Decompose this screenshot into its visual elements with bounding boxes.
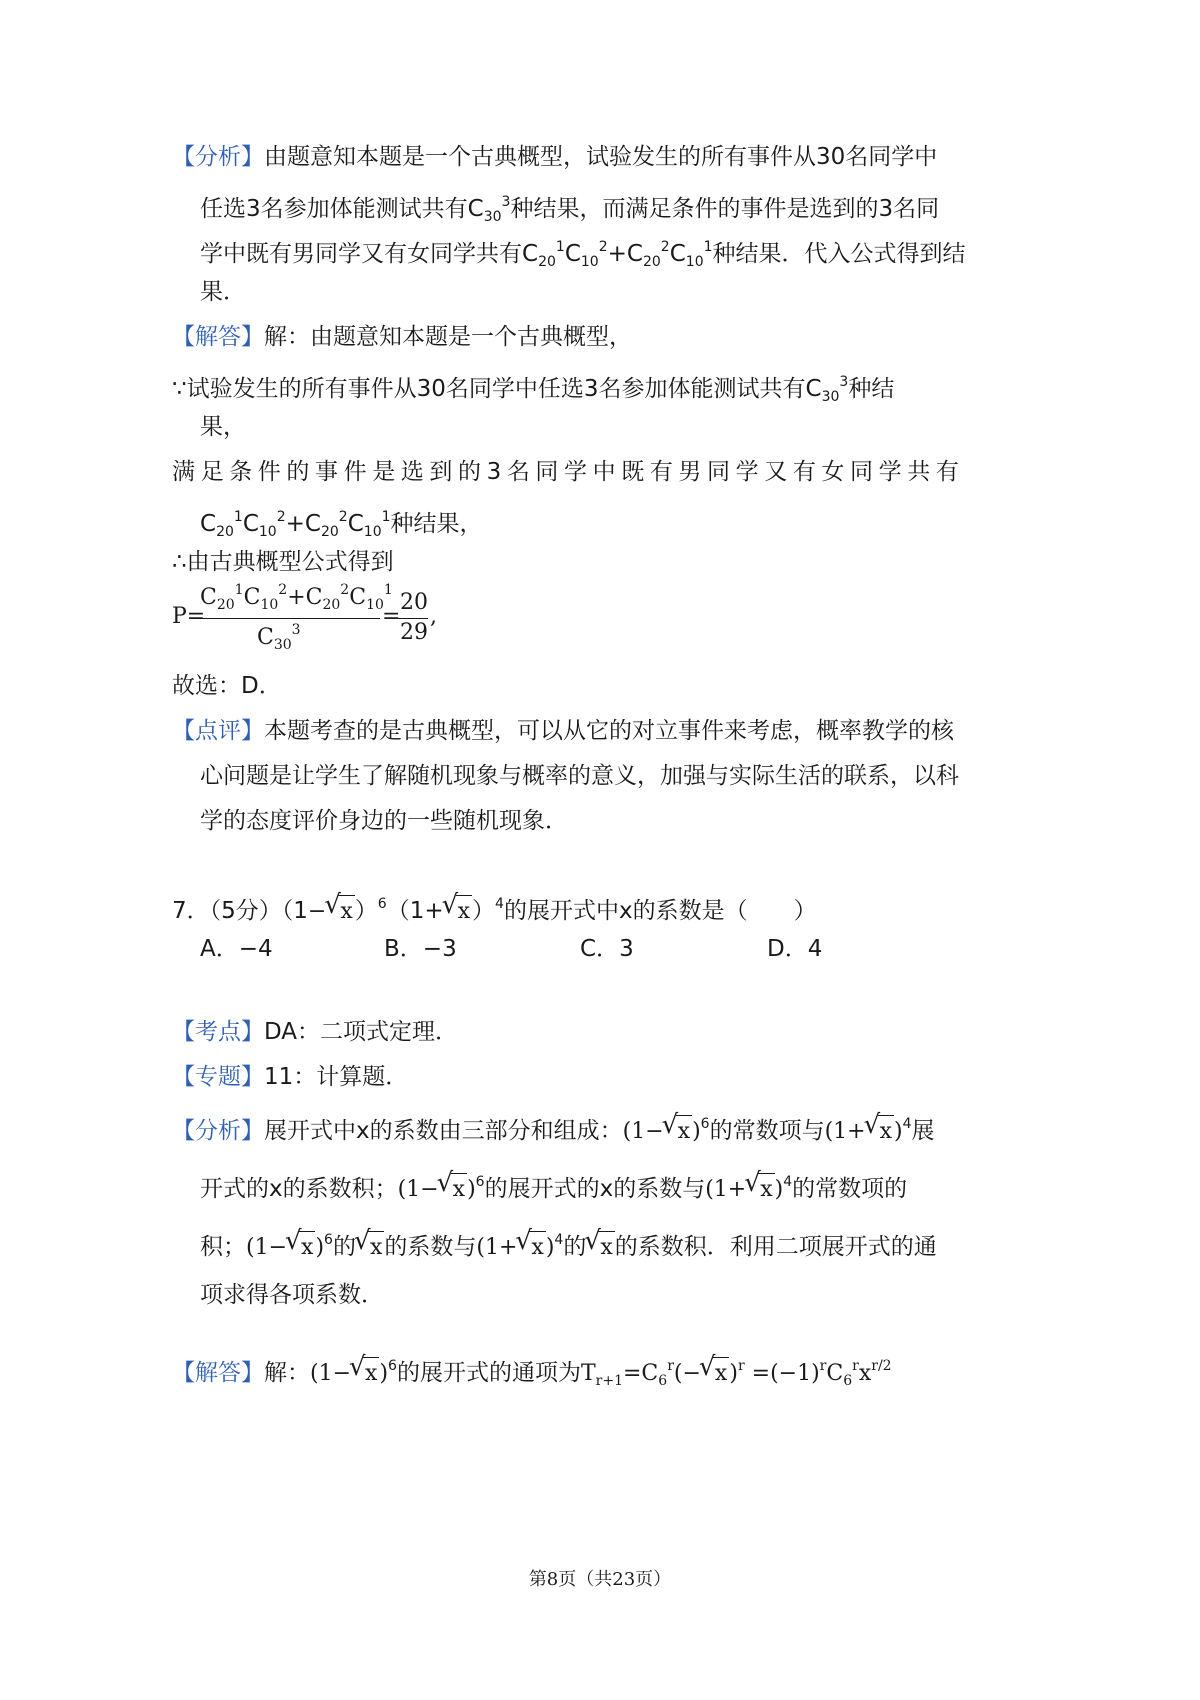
analysis-text-1: 由题意知本题是一个古典概型，试验发生的所有事件从30名同学中 [264,144,938,170]
comment-text-1: 本题考查的是古典概型，可以从它的对立事件来考虑，概率教学的核 [264,718,954,744]
answer-text-1: 解：由题意知本题是一个古典概型， [264,324,632,350]
analysis-tag: 【分析】 [172,144,264,170]
formula-result-den: 29 [400,620,428,645]
q7-analysis-text-1a: 展开式中x的系数由三部分和组成： [264,1118,623,1144]
because-text-1a: ∵试验发生的所有事件从30名同学中任选3名参加体能测试共有C [172,376,822,402]
option-a[interactable]: A．−4 [200,936,273,962]
formula-result-bar [398,618,428,619]
analysis-line-1 [172,141,937,173]
therefore-line [172,546,394,578]
formula-tail: , [430,604,437,629]
q7-analysis-line-4 [200,1279,384,1311]
q7-analysis-line-2: 开式的x的系数积；(1−√ x)$^6$的展开式的x的系数与(1+√ x)$^4$的常数项的 [200,1166,907,1206]
question-stem-tail: 的展开式中x的系数是（ ） [503,898,817,924]
comment-line-1 [172,715,954,747]
q7-analysis-text-1c: 展 [911,1118,935,1144]
q7-analysis-text-3b: 的 [332,1234,356,1260]
comment-line-2 [200,760,959,792]
q7-answer-line: 【解答】解：(1−√ x)$^6$的展开式的通项为$T_{r+1}=C_6^r(-√$ $x)^r =(-1)^rC_6^rx^{r/2}$ [172,1350,892,1397]
satisfy-text-2b: 种结果， [390,511,483,537]
choice-line [172,670,282,702]
option-d-value: 4 [807,936,823,962]
q7-analysis-text-3e: 的系数积．利用二项展开式的通 [614,1234,937,1260]
option-a-value: 4 [258,936,273,962]
document-page: 【分析】由题意知本题是一个古典概型，试验发生的所有事件从30名同学中 任选3名参加体能测试共有$C_{30}^3$种结果，而满足条件的事件是选到的3名同 学中既有男同学又有女同学共有$C_{20}^1C_{10}^2+C_{20}^2C_{10}^1$种结果．代入公式得到结 果． 【解答】解：由题意知本题是一个古典概型， ∵试验发生的所有事件从30名同学中任选3名参加体能测试共有$C_{30}^3$种结 果， 满足条件的事件是选到的3名同学中既有男同学又有女同学共有 $C_{20}^1C_{10}^2+C_{20}^2C_{10}^1$种结果， ∴由古典概型公式得到 P= $C_{20}^1C_{10}^2+C_{20}^2C_{10}^1$ $C_{30}^3$ = 20 29 , 故选：D． 【点评】本题考查的是古典概型，可以从它的对立事件来考虑，概率教学的核 心问题是让学生了解随机现象与概率的意义，加强与实际生活的联系，以科 学的态度评价身边的一些随机现象． 7．（5分）（1−√ x）$^6$（1+√ x）$^4$的展开式中x的系数是（ ） A．−4 B．−3 C．3 D．4 【考点】DA：二项式定理． 【专题】11：计算题． 【分析】展开式中x的系数由三部分和组成：(1−√ x)$^6$的常数项与(1+√ x)$^4$展 开式的x的系数积；(1−√ x)$^6$的展开式的x的系数与(1+√ x)$^4$的常数项的 积；(1−√ x)$^6$的√ x的系数与(1+√ x)$^4$的√ x的系数积．利用二项展开式的通 项求得各项系数． 【解答】解：(1−√ x)$^6$的展开式的通项为$T_{r+1}=C_6^r(-√$ $x)^r =(-1)^rC_6^rx^{r/2}$ 第8页（共23页） [0,0,1200,1700]
question-score: （5分） [209,898,282,924]
q7-answer-tag: 【解答】 [172,1360,264,1386]
option-d-label: D． [767,936,808,962]
option-b-value: 3 [442,936,457,962]
question-7-stem: 7．（5分）（1−√ x）$^6$（1+√ x）$^4$的展开式中x的系数是（ ） [172,888,817,928]
q7-analysis-line-3: 积；(1−√ x)$^6$的√ x的系数与(1+√ x)$^4$的√ x的系数积．利用二项展开式的通 [200,1224,937,1264]
formula-fraction-bar [200,618,380,619]
because-line-1: ∵试验发生的所有事件从30名同学中任选3名参加体能测试共有$C_{30}^3$种结 [172,374,895,405]
q7-analysis-text-3d: 的 [563,1234,587,1260]
answer-line-1 [172,321,632,353]
satisfy-line-1 [172,456,964,488]
analysis-text-2b: 种结果，而满足条件的事件是选到的3名同 [510,196,940,222]
because-text-2: 果， [200,414,246,440]
therefore-text: ∴由古典概型公式得到 [172,549,394,575]
zhuanti-line [172,1061,408,1093]
option-c-label: C． [580,936,620,962]
formula-numerator: $C_{20}^1C_{10}^2+C_{20}^2C_{10}^1$ [200,582,393,613]
analysis-text-2a: 任选3名参加体能测试共有C [200,196,484,222]
option-a-label: A． [200,936,239,962]
satisfy-line-2: $C_{20}^1C_{10}^2+C_{20}^2C_{10}^1$种结果， [200,509,483,540]
kaodian-text: DA：二项式定理． [264,1019,459,1045]
analysis-line-4 [200,276,246,308]
formula-result-num: 20 [400,590,428,615]
q7-answer-text-b: 的展开式的通项为 [396,1360,581,1386]
formula-p: P= [172,604,206,629]
option-b-label: B． [384,936,423,962]
q7-analysis-tag: 【分析】 [172,1118,264,1144]
analysis-text-3b: 种结果．代入公式得到结 [712,241,966,267]
comment-line-3 [200,805,568,837]
analysis-line-2: 任选3名参加体能测试共有$C_{30}^3$种结果，而满足条件的事件是选到的3名同 [200,194,940,225]
option-b[interactable]: B．−3 [384,936,457,962]
q7-analysis-text-3a: 积； [200,1234,246,1260]
page-number: 第8页（共23页） [528,1569,672,1590]
q7-analysis-text-1b: 的常数项与 [709,1118,825,1144]
satisfy-text-1: 满足条件的事件是选到的3名同学中既有男同学又有女同学共有 [172,459,965,485]
zhuanti-tag: 【专题】 [172,1064,264,1090]
comment-tag: 【点评】 [172,718,264,744]
formula-denominator: $C_{30}^3$ [257,622,301,653]
analysis-text-4: 果． [200,279,246,305]
option-c-value: 3 [619,936,634,962]
q7-analysis-text-3c: 的系数与 [384,1234,477,1260]
q7-analysis-text-4: 项求得各项系数． [200,1282,384,1308]
answer-tag: 【解答】 [172,324,264,350]
question-number: 7． [172,898,210,924]
analysis-text-3a: 学中既有男同学又有女同学共有C [200,241,539,267]
q7-answer-text-a: 解： [264,1360,310,1386]
q7-analysis-text-2b: 的展开式的x的系数与 [484,1176,706,1202]
kaodian-line [172,1016,458,1048]
analysis-line-3: 学中既有男同学又有女同学共有$C_{20}^1C_{10}^2+C_{20}^2C_{10}^1$种结果．代入公式得到结 [200,239,966,270]
option-c[interactable] [580,933,634,965]
kaodian-tag: 【考点】 [172,1019,264,1045]
zhuanti-text: 11：计算题． [264,1064,409,1090]
option-d[interactable] [767,933,822,965]
because-text-1b: 种结 [848,376,895,402]
page-footer [0,1565,1200,1591]
q7-analysis-text-2c: 的常数项的 [792,1176,908,1202]
because-line-2 [200,411,246,443]
q7-analysis-text-2a: 开式的x的系数积； [200,1176,398,1202]
comment-text-3: 学的态度评价身边的一些随机现象． [200,808,568,834]
q7-analysis-line-1: 【分析】展开式中x的系数由三部分和组成：(1−√ x)$^6$的常数项与(1+√ x)$^4$展 [172,1108,935,1148]
comment-text-2: 心问题是让学生了解随机现象与概率的意义，加强与实际生活的联系，以科 [200,763,959,789]
choice-text: 故选：D． [172,673,282,699]
